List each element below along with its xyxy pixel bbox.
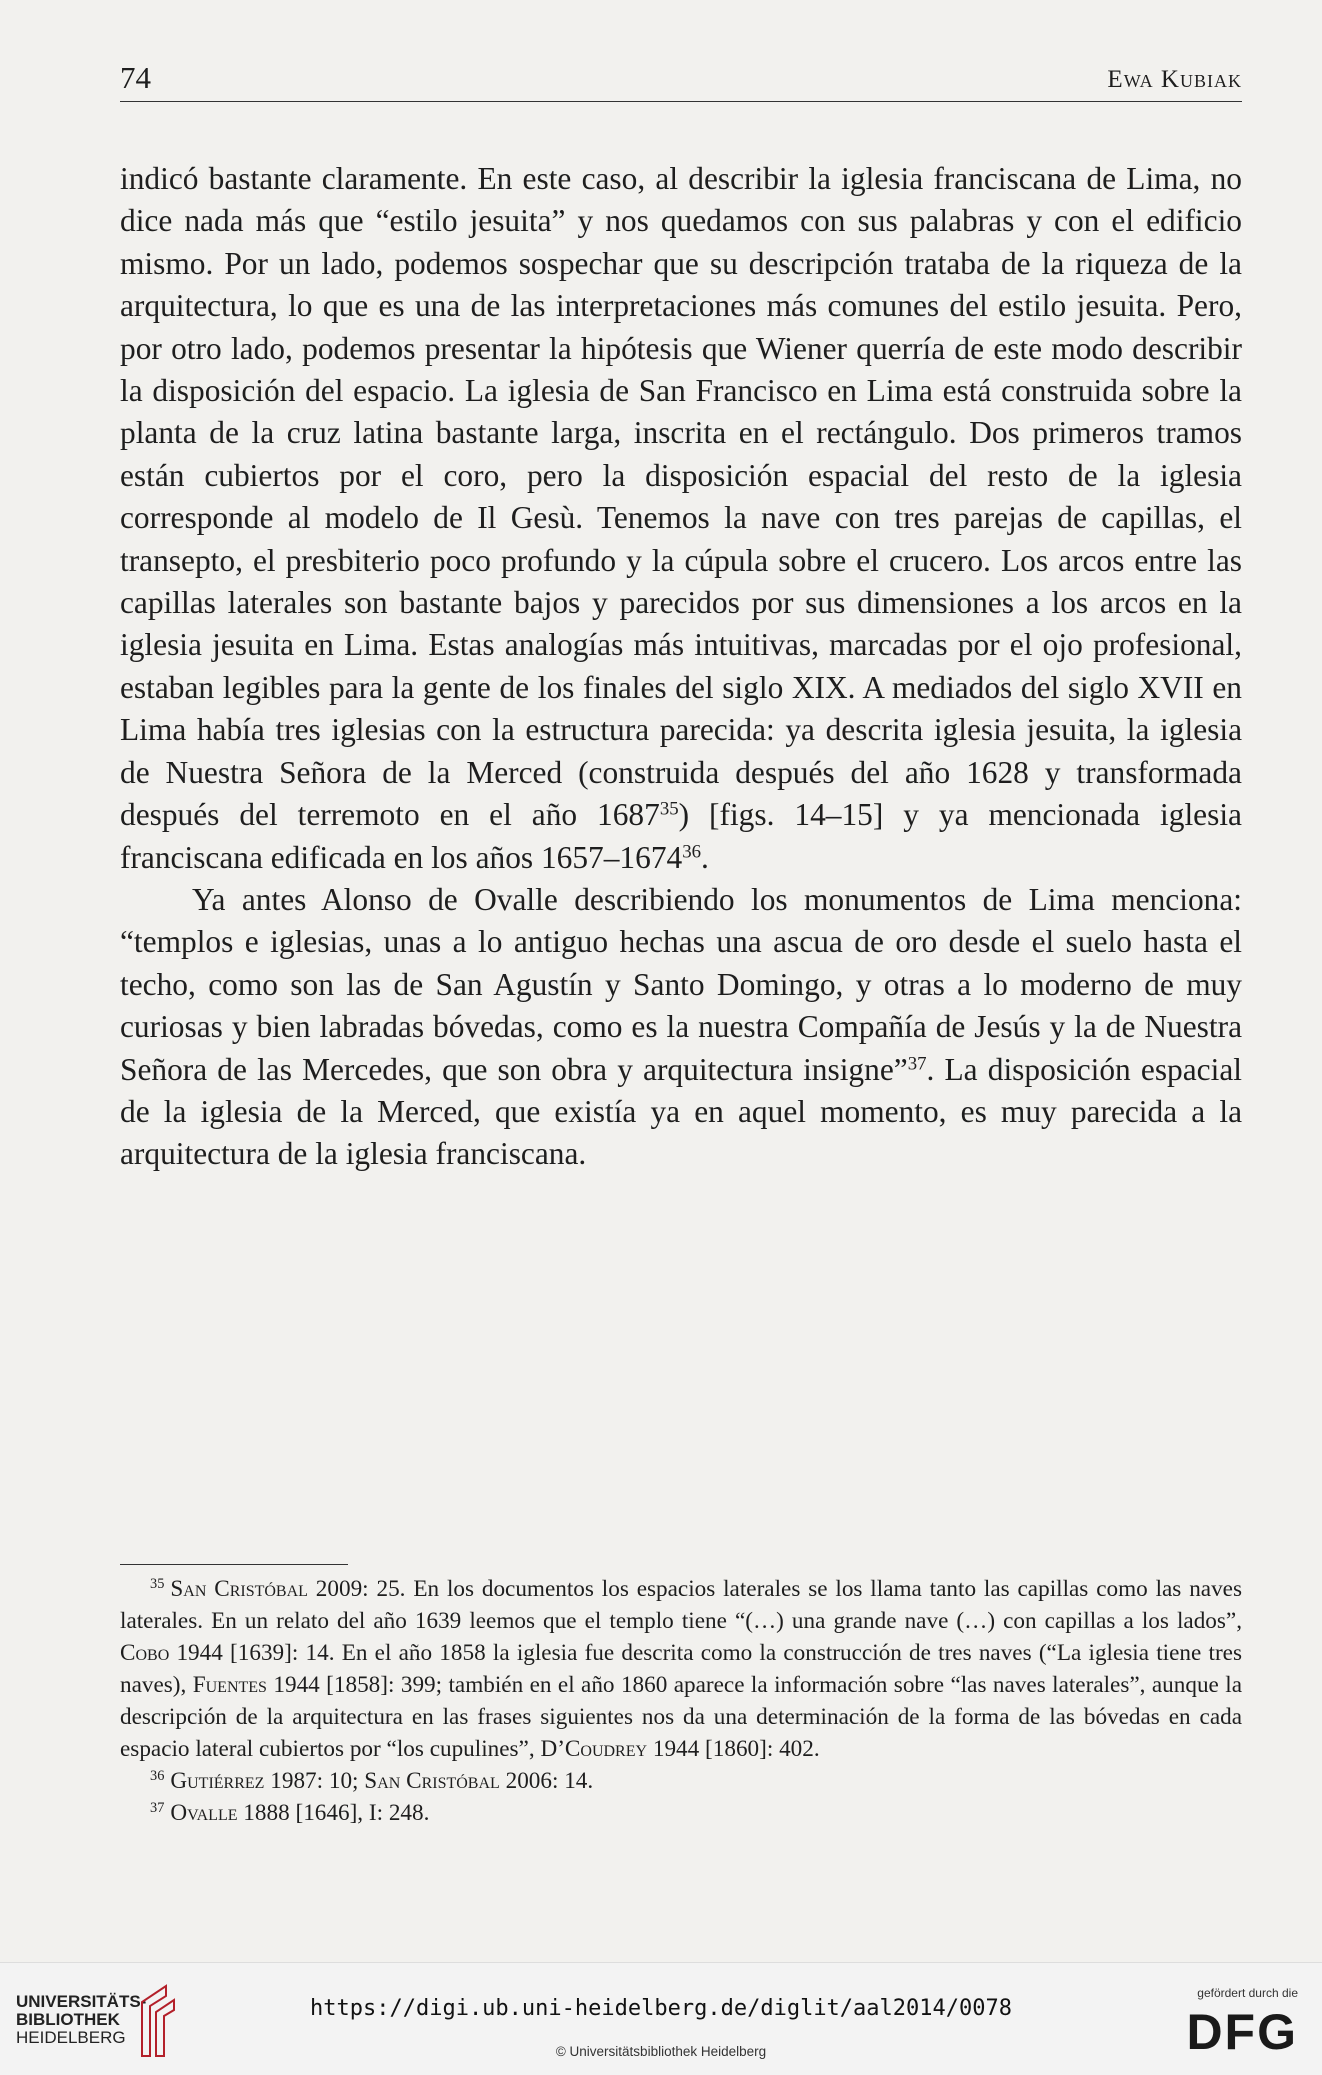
footnote-author: Gutiérrez [170,1768,265,1794]
footnote-author: D’Coudrey [540,1736,648,1762]
footnote-text: 2009: 25. En los documentos los espacios laterales se los llama tanto las capillas como las naves laterales. En un relato del año 1639 leemos que el templo tiene “(…) una grande nave (…) con capillas a los lados”, [120,1576,1242,1634]
footnote-ref-36[interactable]: 36 [682,841,702,863]
paragraph-1 [120,158,1242,879]
footnote-35 [120,1573,1242,1765]
paragraph-1-text-a: indicó bastante claramente. En este caso, al describir la iglesia franciscana de Lima, no dice nada más que “estilo jesuita” y nos quedamos con sus palabras y con el edificio mismo. Por un lado, podemos sospechar que su descripción trataba de la riqueza de la arquitectura, lo que es una de las interpretaciones más comunes del estilo jesuita. Pero, por otro lado, podemos presentar la hipótesis que Wiener querría de este modo describir la disposición del espacio. La iglesia de San Francisco en Lima está construida sobre la planta de la cruz latina bastante larga, inscrita en el rectángulo. Dos primeros tramos están cubiertos por el coro, pero la disposición espacial del resto de la iglesia corresponde al modelo de Il Gesù. Tenemos la nave con tres parejas de capillas, el transepto, el presbiterio poco profundo y la cúpula sobre el crucero. Los arcos entre las capillas laterales son bastante bajos y parecidos por sus dimensiones a los arcos en la iglesia jesuita en Lima. Estas analogías más intuitivas, marcadas por el ojo profesional, estaban legibles para la gente de los finales del siglo XIX. A mediados del siglo XVII en Lima había tres iglesias con la estructura parecida: ya descrita iglesia jesuita, la iglesia de Nuestra Señora de la Merced (construida después del año 1628 y transformada después del terremoto en el año 1687 [120,161,1242,833]
footnote-number: 35 [150,1576,165,1593]
footnote-author: Fuentes [192,1672,267,1698]
funding-note: gefördert durch die [1197,1986,1298,2000]
footnote-ref-37[interactable]: 37 [907,1053,927,1075]
footnote-number: 37 [150,1800,165,1817]
footnote-text: 1944 [1860]: 402. [647,1736,820,1762]
running-head-author: Ewa Kubiak [1107,66,1242,93]
library-name-line-1: UNIVERSITÄTS- [16,1992,147,2011]
footnote-author: Ovalle [170,1800,238,1826]
paragraph-2-text-a: Ya antes Alonso de Ovalle describiendo los monumentos de Lima menciona: “templos e iglesias, unas a lo antiguo hechas una ascua de oro desde el suelo hasta el techo, como son las de San Agustín y Santo Domingo, y otras a lo moderno de muy curiosas y bien labradas bóvedas, como es la nuestra Compañía de Jesús y la de Nuestra Señora de las Mercedes, que son obra y arquitectura insigne” [120,881,1242,1087]
footnote-number: 36 [150,1768,165,1785]
footnote-text: 1888 [1646], I: 248. [237,1800,430,1826]
footnote-text: 1944 [1639]: 14. En el año 1858 la iglesia fue descrita como la construcción de tres naves (“La iglesia tiene tres naves), [120,1640,1242,1698]
footnote-rule [120,1564,348,1565]
page-number: 74 [120,60,151,95]
paragraph-1-text-b: ) [figs. 14–15] y ya mencionada iglesia franciscana edificada en los años 1657–1674 [120,797,1242,875]
footnote-text: 1987: 10; [264,1768,365,1794]
footnote-author: Cobo [120,1640,170,1666]
footnote-text: 2006: 14. [499,1768,594,1794]
header-rule [120,101,1242,102]
library-name-line-3: HEIDELBERG [16,2028,126,2047]
main-text [120,158,1242,1176]
footnote-36 [120,1765,1242,1797]
dfg-logo[interactable]: DFG [1186,2004,1298,2060]
paragraph-2-text-b: . La disposición espacial de la iglesia de la Merced, que existía ya en aquel momento, es muy parecida a la arquitectura de la iglesia franciscana. [120,1051,1242,1172]
footnotes [120,1573,1242,1829]
footnote-author: San Cristóbal [170,1576,308,1602]
footnote-author: San Cristóbal [364,1768,500,1794]
paragraph-1-text-c: . [701,839,709,875]
footnote-ref-35[interactable]: 35 [659,798,679,820]
copyright-notice: © Universitätsbibliothek Heidelberg [555,2044,767,2059]
paragraph-2 [120,879,1242,1176]
footnote-37 [120,1797,1242,1829]
library-name-line-2: BIBLIOTHEK [16,2010,120,2029]
footnote-text: 1944 [1858]: 399; también en el año 1860 aparece la información sobre “las naves laterales”, aunque la descripción de la arquitectura en las frases siguientes nos da una determinación de la forma de las bóvedas en cada espacio lateral cubiertos por “los cupulines”, [120,1672,1242,1762]
source-url-link[interactable]: https://digi.ub.uni-heidelberg.de/diglit/aal2014/0078 [310,1996,1012,2021]
